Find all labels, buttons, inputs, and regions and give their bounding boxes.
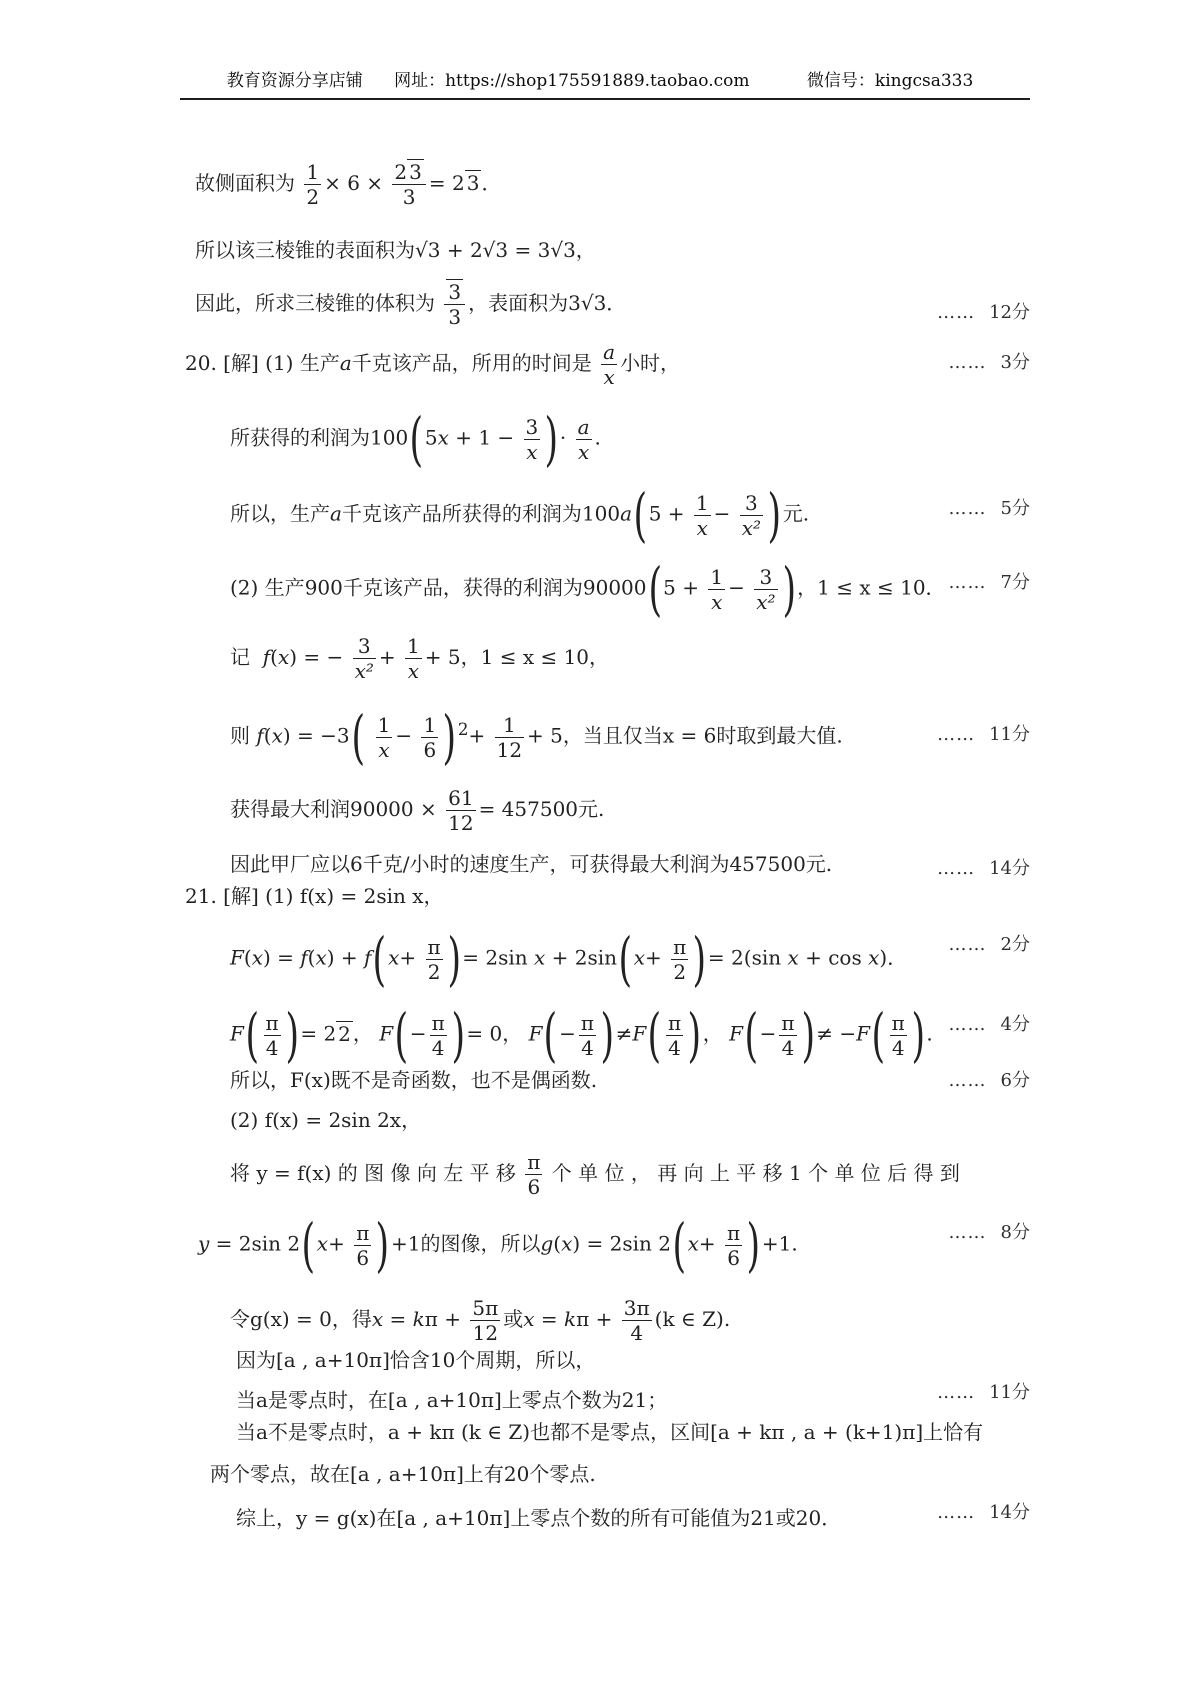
q20-line-define-f: 记 f(x) = − $\frac{3}{\text{x²}}$ + $\frac{1}{x}$ + 5，1 ≤ x ≤ 10， <box>230 634 610 683</box>
q20-line-900: (2) 生产900千克该产品，获得的利润为90000(5 + $\frac{1}{x}$ − $\frac{3}{\text{x²}}$ )，1 ≤ x ≤ 10． <box>230 555 946 623</box>
score-12: …… 12分 <box>937 302 1030 323</box>
score-7: …… 7分 <box>948 572 1030 593</box>
q21-line-part2: (2) f(x) = 2sin 2x， <box>230 1108 422 1132</box>
header-rule <box>180 98 1030 100</box>
q21-line-case1: 当a是零点时，在[a , a+10π]上零点个数为21； <box>236 1388 668 1412</box>
line-lateral-area: 故侧面积为 $\frac{1}{2}$ × 6 × $\frac{2 3}{3}$ = 2 3 ． <box>195 160 502 209</box>
header-shop: 教育资源分享店铺 <box>226 71 363 91</box>
score-11b: …… 11分 <box>937 1382 1030 1403</box>
q20-line-1: 20. [解] (1) 生产a千克该产品，所用的时间是 $\frac{a}{x}$ 小时， <box>185 340 681 389</box>
header-wechat: 微信号：kingcsa333 <box>806 71 974 91</box>
line-volume: 因此，所求三棱锥的体积为 $\frac{3}{3}$ ，表面积为3√3． <box>195 280 627 329</box>
score-2: …… 2分 <box>948 934 1030 955</box>
q20-line-conclusion: 因此甲厂应以6千克/小时的速度生产，可获得最大利润为457500元. <box>230 852 833 876</box>
score-4: …… 4分 <box>948 1014 1030 1035</box>
q21-line-parity: 所以，F(x)既不是奇函数，也不是偶函数. <box>230 1068 598 1092</box>
q21-line-F: F(x) = f(x) + f(x+ $\frac{\pi}{2}$ )= 2sin x + 2sin(x+ $\frac{\pi}{2}$ )= 2(sin x + cos x)． <box>230 925 908 993</box>
q20-line-max: 则 f(x) = −3( $\frac{1}{x}$ − $\frac{1}{6}$ )$^2$+ $\frac{1}{12}$ + 5，当且仅当x = 6时取到最大值. <box>230 703 843 771</box>
score-11: …… 11分 <box>937 724 1030 745</box>
score-3: …… 3分 <box>948 352 1030 373</box>
q21-line-summary: 综上，y = g(x)在[a , a+10π]上零点个数的所有可能值为21或20． <box>236 1506 842 1530</box>
q20-line-maxprofit: 获得最大利润90000 × $\frac{61}{12}$ = 457500元. <box>230 786 605 835</box>
score-5: …… 5分 <box>948 498 1030 519</box>
q21-line-case2-cont: 两个零点，故在[a , a+10π]上有20个零点. <box>210 1462 596 1486</box>
score-6: …… 6分 <box>948 1070 1030 1091</box>
line-surface-area: 所以该三棱锥的表面积为√3 + 2√3 = 3√3， <box>195 238 596 262</box>
q21-line-case2: 当a不是零点时，a + kπ (k ∈ Z)也都不是零点，区间[a + kπ , a + (k+1)π]上恰有 <box>236 1420 984 1444</box>
q20-line-profit: 所获得的利润为100(5x + 1 − $\frac{3}{x}$ )· $\frac{a}{x}$ . <box>230 405 601 473</box>
score-14: …… 14分 <box>937 858 1030 879</box>
q21-line-g: y = 2sin 2(x+ $\frac{\pi}{6}$ )+1的图像，所以g(x) = 2sin 2(x+ $\frac{\pi}{6}$ )+1. <box>198 1211 798 1279</box>
score-8: …… 8分 <box>948 1222 1030 1243</box>
q21-line-period: 因为[a , a+10π]恰含10个周期，所以， <box>236 1348 596 1372</box>
page-header <box>0 66 1200 91</box>
header-site: 网址：https://shop175591889.taobao.com <box>394 71 750 91</box>
q21-line-1: 21. [解] (1) f(x) = 2sin x， <box>185 884 444 908</box>
score-14b: …… 14分 <box>937 1502 1030 1523</box>
q21-line-values: F( $\frac{\pi}{4}$ )= 2 2 ， F(− $\frac{\pi}{4}$ )= 0， F(− $\frac{\pi}{4}$ )≠F( $\frac{\pi}{4}$ )， F(− $\frac{\pi}{4}$ )≠ −F( $\frac{\pi}{4}$ ). <box>230 1001 933 1069</box>
q21-line-shift: 将 y = f(x) 的 图 像 向 左 平 移 $\frac{\pi}{6}$ 个 单 位 ， 再 向 上 平 移 1 个 单 位 后 得 到 <box>230 1150 960 1199</box>
q21-line-zeros: 令g(x) = 0，得x = kπ + $\frac{5\pi}{12}$ 或x = kπ + $\frac{3\pi}{4}$ (k ∈ Z). <box>230 1296 731 1345</box>
q20-line-profit-a: 所以，生产a千克该产品所获得的利润为100a(5 + $\frac{1}{x}$ − $\frac{3}{\text{x²}}$ )元. <box>230 481 810 549</box>
